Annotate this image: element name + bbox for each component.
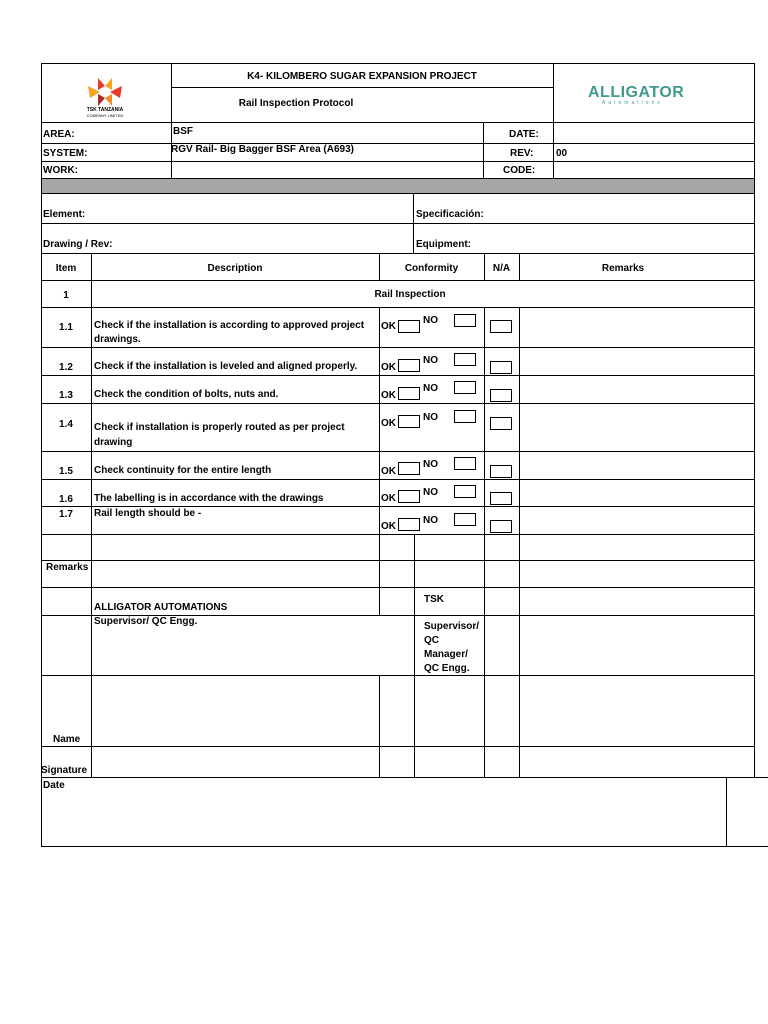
ok-checkbox[interactable] [398, 320, 420, 333]
ok-label: OK [381, 521, 396, 532]
no-checkbox[interactable] [454, 381, 476, 394]
alligator-logo-sub: Automations [602, 100, 663, 106]
section-title: Rail Inspection [374, 289, 446, 300]
ok-label: OK [381, 493, 396, 504]
check-description: The labelling is in accordance with the drawings [94, 493, 324, 504]
check-item-number: 1.3 [59, 390, 73, 401]
ok-checkbox[interactable] [398, 462, 420, 475]
equipment-label: Equipment: [416, 239, 471, 250]
tsk-logo-sub: COMPANY LIMITED [86, 113, 124, 118]
no-label: NO [423, 515, 438, 526]
ok-checkbox[interactable] [398, 359, 420, 372]
area-label: AREA: [43, 129, 75, 140]
check-item-number: 1.5 [59, 466, 73, 477]
check-item-number: 1.4 [59, 419, 73, 430]
no-checkbox[interactable] [454, 457, 476, 470]
ok-checkbox[interactable] [398, 387, 420, 400]
alligator-logo [588, 84, 690, 106]
ok-checkbox[interactable] [398, 415, 420, 428]
alligator-logo-name: ALLIGATOR [588, 84, 685, 101]
na-checkbox[interactable] [490, 389, 512, 402]
no-label: NO [423, 459, 438, 470]
check-item-number: 1.7 [59, 509, 73, 520]
date-label: DATE: [509, 129, 539, 140]
tsk-logo-name: TSK TANZANIA [86, 107, 124, 113]
specification-label: Specificación: [416, 209, 484, 220]
date-footer-label: Date [43, 780, 65, 791]
tsk-roles-label: Supervisor/ QC Manager/ QC Engg. [424, 621, 480, 674]
ok-label: OK [381, 321, 396, 332]
no-label: NO [423, 412, 438, 423]
system-value[interactable]: RGV Rail- Big Bagger BSF Area (A693) [171, 144, 355, 155]
column-conformity: Conformity [404, 263, 459, 274]
no-label: NO [423, 315, 438, 326]
check-description: Check the condition of bolts, nuts and. [94, 389, 279, 400]
tsk-label: TSK [424, 594, 444, 605]
na-checkbox[interactable] [490, 361, 512, 374]
project-title: K4- KILOMBERO SUGAR EXPANSION PROJECT [247, 71, 477, 82]
signature-label: Signature [41, 765, 88, 776]
no-checkbox[interactable] [454, 513, 476, 526]
protocol-title: Rail Inspection Protocol [238, 98, 354, 109]
tsk-logo-mark-icon [80, 76, 130, 108]
check-item-number: 1.2 [59, 362, 73, 373]
no-checkbox[interactable] [454, 485, 476, 498]
check-description: Rail length should be - [94, 508, 202, 519]
no-checkbox[interactable] [454, 314, 476, 327]
element-label: Element: [43, 209, 86, 220]
no-label: NO [423, 355, 438, 366]
na-checkbox[interactable] [490, 417, 512, 430]
work-label: WORK: [43, 165, 78, 176]
column-description: Description [207, 263, 263, 274]
alligator-automations-label: ALLIGATOR AUTOMATIONS [94, 602, 228, 613]
name-label: Name [53, 734, 81, 745]
section-number: 1 [63, 290, 69, 301]
column-na: N/A [492, 263, 511, 274]
remarks-label: Remarks [46, 562, 89, 573]
ok-label: OK [381, 418, 396, 429]
rev-value[interactable]: 00 [556, 148, 568, 159]
check-description: Check if the installation is according to approved project drawings. [94, 320, 365, 345]
no-label: NO [423, 487, 438, 498]
na-checkbox[interactable] [490, 520, 512, 533]
rev-label: REV: [510, 148, 534, 159]
check-item-number: 1.6 [59, 494, 73, 505]
system-label: SYSTEM: [43, 148, 88, 159]
ok-label: OK [381, 390, 396, 401]
column-item: Item [55, 263, 77, 274]
na-checkbox[interactable] [490, 320, 512, 333]
ok-checkbox[interactable] [398, 490, 420, 503]
ok-label: OK [381, 466, 396, 477]
separator-band [42, 179, 754, 193]
ok-checkbox[interactable] [398, 518, 420, 531]
area-value[interactable]: BSF [173, 126, 193, 137]
tsk-logo [80, 76, 130, 120]
drawing-label: Drawing / Rev: [43, 239, 113, 250]
na-checkbox[interactable] [490, 492, 512, 505]
check-description: Check continuity for the entire length [94, 465, 272, 476]
code-label: CODE: [503, 165, 536, 176]
column-remarks: Remarks [601, 263, 645, 274]
check-description: Check if the installation is leveled and aligned properly. [94, 361, 358, 372]
check-description: Check if installation is properly routed as per project drawing [94, 422, 345, 448]
no-checkbox[interactable] [454, 410, 476, 423]
no-checkbox[interactable] [454, 353, 476, 366]
ok-label: OK [381, 362, 396, 373]
na-checkbox[interactable] [490, 465, 512, 478]
supervisor-label: Supervisor/ QC Engg. [94, 616, 198, 627]
check-item-number: 1.1 [59, 322, 73, 333]
no-label: NO [423, 383, 438, 394]
